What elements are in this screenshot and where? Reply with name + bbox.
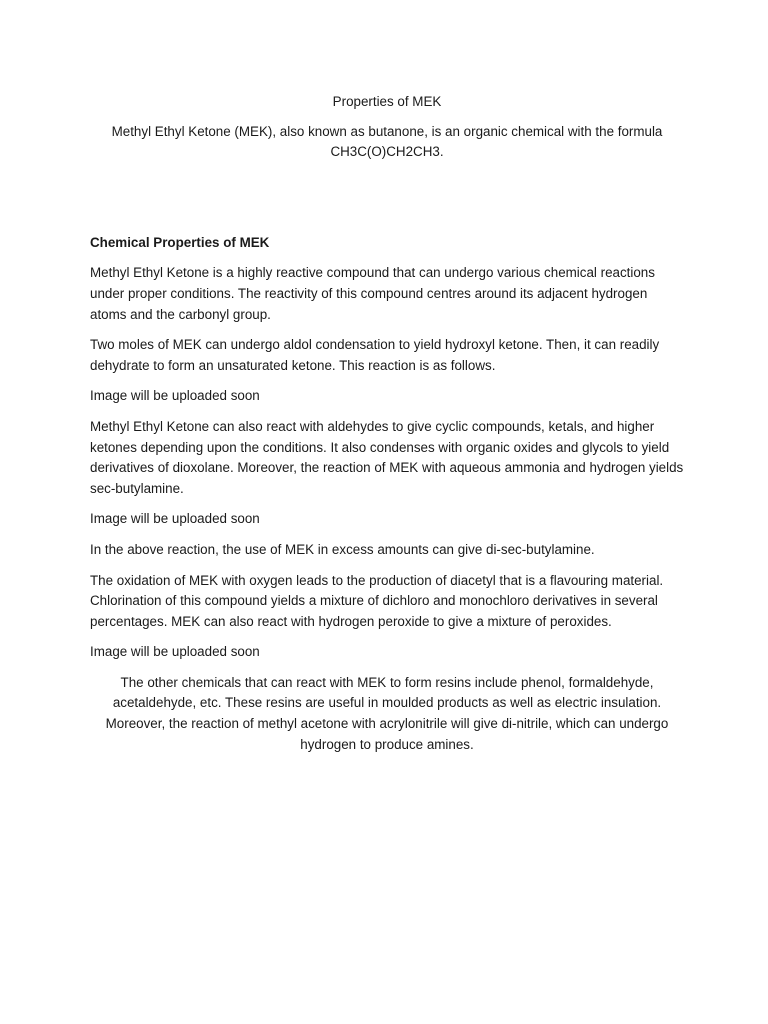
paragraph-aldehydes: Methyl Ethyl Ketone can also react with aldehydes to give cyclic compounds, ketals, and higher ketones depending upon the conditions. It also condenses with organic oxides and glycols to yield derivatives of dioxolane. Moreover, the reaction of MEK with aqueous ammonia and hydrogen yields sec-butylamine.	[90, 418, 684, 496]
image-placeholder-3: Image will be uploaded soon	[90, 644, 260, 660]
image-placeholder-2: Image will be uploaded soon	[90, 511, 260, 527]
paragraph-aldol-condensation: Two moles of MEK can undergo aldol condensation to yield hydroxyl ketone. Then, it can readily dehydrate to form an unsaturated ketone. This reaction is as follows.	[90, 337, 660, 373]
section-heading: Chemical Properties of MEK	[90, 234, 270, 250]
document-title: Properties of MEK	[332, 94, 442, 109]
paragraph-excess-mek: In the above reaction, the use of MEK in excess amounts can give di-sec-butylamine.	[90, 541, 595, 557]
intro-line-2: CH3C(O)CH2CH3.	[330, 144, 444, 160]
intro-line-1: Methyl Ethyl Ketone (MEK), also known as butanone, is an organic chemical with the formula	[111, 123, 663, 139]
image-placeholder-1: Image will be uploaded soon	[90, 388, 260, 404]
paragraph-oxidation: The oxidation of MEK with oxygen leads to the production of diacetyl that is a flavouring material. Chlorination of this compound yields a mixture of dichloro and monochloro derivatives in several percentages. MEK can also react with hydrogen peroxide to give a mixture of peroxides.	[90, 572, 664, 629]
intro-paragraph	[90, 122, 684, 163]
document-page	[90, 92, 684, 755]
closing-paragraph: The other chemicals that can react with MEK to form resins include phenol, formaldehyde, acetaldehyde, etc. These resins are useful in moulded products as well as electric insulation. Moreover, the reaction of methyl acetone with acrylonitrile will give di-nitrile, which can undergo hydrogen to produce amines.	[105, 674, 669, 752]
paragraph-reactivity: Methyl Ethyl Ketone is a highly reactive compound that can undergo various chemical reactions under proper conditions. The reactivity of this compound centres around its adjacent hydrogen atoms and the carbonyl group.	[90, 265, 655, 322]
